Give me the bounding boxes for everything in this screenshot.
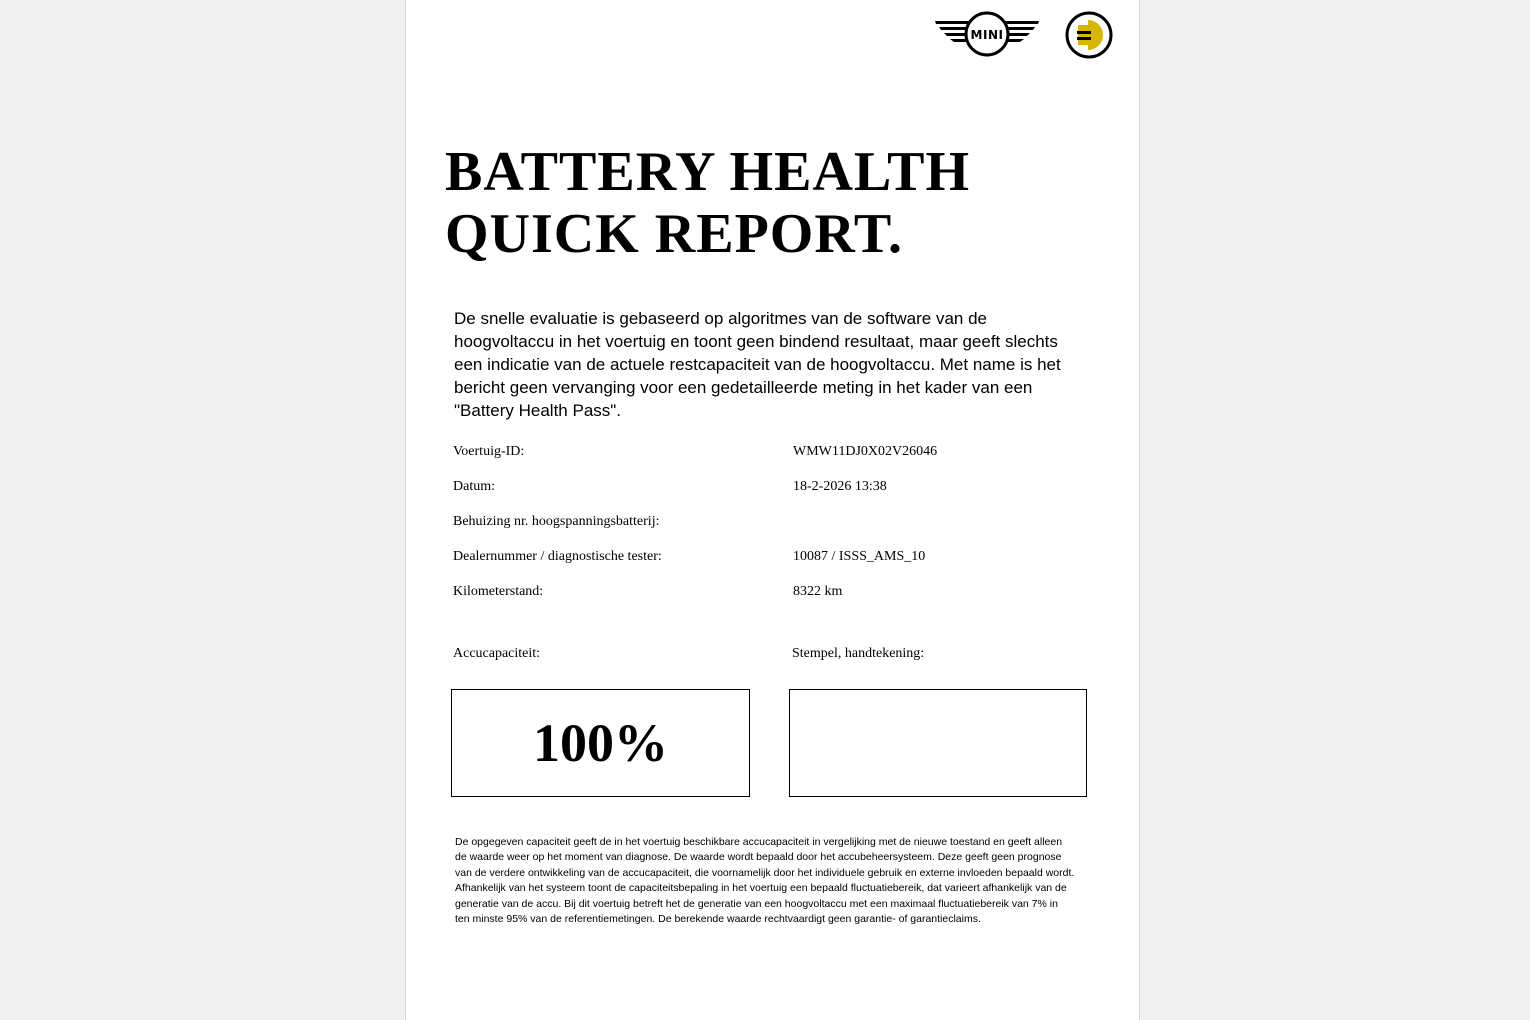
vehicle-info-table — [453, 444, 1093, 619]
dealer-tester-value: 10087 / ISSS_AMS_10 — [793, 549, 926, 564]
info-row-battery-housing — [453, 514, 1093, 549]
mileage-value: 8322 km — [793, 584, 843, 599]
date-value: 18-2-2026 13:38 — [793, 479, 887, 494]
capacity-value: 100% — [533, 713, 668, 773]
disclaimer-text: De opgegeven capaciteit geeft de in het voertuig beschikbare accucapaciteit in vergelijking met de nieuwe toestand en geeft alleen de waarde weer op het moment van diagnose. De waarde wordt bepaald door het accubeheersysteem. Deze geeft geen prognose van de verdere ontwikkeling van de accucapaciteit, die voornamelijk door het individuele gebruik en externe invloeden bepaald wordt. Afhankelijk van het systeem toont de capaciteitsbepaling in het voertuig een bepaald fluctuatiebereik, dat varieert afhankelijk van de generatie van de accu. Bij dit voertuig betreft het de generatie van een hoogvoltaccu met een maximaal fluctuatiebereik van 7% in ten minste 95% van de referentiemetingen. De berekende waarde rechtvaardigt geen garantie- of garantieclaims. — [455, 836, 1075, 926]
info-row-mileage — [453, 584, 1093, 619]
report-page — [405, 0, 1140, 1020]
intro-paragraph: De snelle evaluatie is gebaseerd op algoritmes van de software van de hoogvoltaccu in het voertuig en toont geen bindend resultaat, maar geeft slechts een indicatie van de actuele restcapaciteit van de hoogvoltaccu. Met name is het bericht geen vervanging voor een gedetailleerde meting in het kader van een "Battery Health Pass". — [454, 309, 1061, 420]
battery-housing-label: Behuizing nr. hoogspanningsbatterij: — [453, 514, 660, 529]
capacity-label: Accucapaciteit: — [453, 646, 541, 661]
info-row-date — [453, 479, 1093, 514]
electric-plug-icon — [1065, 11, 1113, 59]
mini-wings-logo-icon — [934, 10, 1040, 60]
title-line-1: BATTERY HEALTH — [445, 141, 970, 203]
date-label: Datum: — [453, 479, 495, 494]
info-row-dealer — [453, 549, 1093, 584]
stamp-label: Stempel, handtekening: — [792, 646, 925, 661]
vehicle-id-label: Voertuig-ID: — [453, 444, 525, 459]
title-line-2: QUICK REPORT. — [445, 203, 904, 265]
svg-text:MINI: MINI — [970, 28, 1004, 42]
dealer-tester-label: Dealernummer / diagnostische tester: — [453, 549, 662, 564]
stamp-signature-box — [789, 689, 1087, 797]
mileage-label: Kilometerstand: — [453, 584, 544, 599]
report-title — [445, 141, 970, 265]
capacity-box — [451, 689, 750, 797]
vehicle-id-value: WMW11DJ0X02V26046 — [793, 444, 938, 459]
info-row-vehicle-id — [453, 444, 1093, 479]
